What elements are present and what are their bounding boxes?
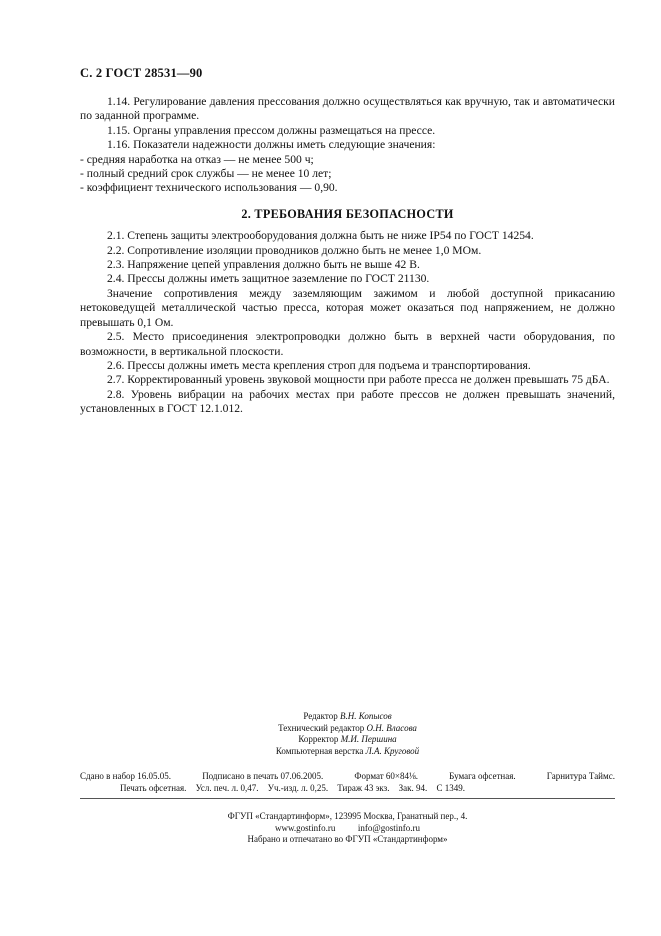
pub-field: Формат 60×84⅛. [354, 771, 418, 781]
pub-field: Печать офсетная. [120, 782, 187, 793]
pub-field: Уч.-изд. л. 0,25. [267, 782, 329, 793]
imprint-block [80, 711, 615, 846]
credit-editor: Редактор В.Н. Копысов [303, 711, 392, 721]
pub-field: Усл. печ. л. 0,47. [195, 782, 259, 793]
pub-field: Сдано в набор 16.05.05. [80, 771, 172, 781]
pub-field: С 1349. [436, 782, 465, 793]
paragraph-2-5: 2.5. Место присоединения электропроводки должно быть в верхней части оборудования, по возможности, в вертикальной плоскости. [80, 330, 615, 358]
paragraph-1-15: 1.15. Органы управления прессом должны размещаться на прессе. [107, 123, 436, 137]
divider [80, 798, 615, 799]
address-line: ФГУП «Стандартинформ», 123995 Москва, Гранатный пер., 4. [227, 811, 468, 821]
paragraph-2-1: 2.1. Степень защиты электрооборудования должна быть не ниже IP54 по ГОСТ 14254. [107, 229, 534, 243]
list-item: - средняя наработка на отказ — не менее 500 ч; [80, 152, 314, 166]
list-item: - коэффициент технического использования — 0,90. [80, 181, 338, 195]
paragraph-2-8: 2.8. Уровень вибрации на рабочих местах при работе прессов не должен превышать значений, установленных в ГОСТ 12.1.012. [80, 387, 615, 416]
credit-proofreader: Корректор М.И. Першина [298, 734, 397, 744]
editorial-credits [80, 711, 615, 757]
paragraph-1-14: 1.14. Регулирование давления прессования должно осуществляться как вручную, так и автоматически по заданной программе. [80, 95, 615, 123]
pub-field: Бумага офсетная. [449, 771, 516, 781]
page-header: С. 2 ГОСТ 28531—90 [80, 66, 203, 80]
paragraph-2-3: 2.3. Напряжение цепей управления должно быть не выше 42 В. [107, 258, 420, 272]
list-item: - полный средний срок службы — не менее 10 лет; [80, 167, 332, 181]
document-body [80, 95, 615, 417]
credit-layout: Компьютерная верстка Л.А. Круговой [275, 745, 420, 756]
publisher-address [80, 811, 615, 846]
address-line: Набрано и отпечатано во ФГУП «Стандартинформ» [247, 834, 448, 844]
address-line: www.gostinfo.ru info@gostinfo.ru [275, 822, 420, 833]
pub-field: Зак. 94. [398, 782, 428, 793]
section-title: 2. ТРЕБОВАНИЯ БЕЗОПАСНОСТИ [241, 206, 454, 221]
pub-field: Подписано в печать 07.06.2005. [202, 771, 324, 781]
paragraph-2-2: 2.2. Сопротивление изоляции проводников должно быть не менее 1,0 МОм. [107, 243, 482, 257]
pub-field: Тираж 43 экз. [337, 782, 390, 793]
credit-tech-editor: Технический редактор О.Н. Власова [278, 722, 417, 733]
publishing-details [80, 771, 615, 794]
paragraph-2-4: 2.4. Прессы должны иметь защитное заземление по ГОСТ 21130. [107, 272, 430, 286]
publishing-row [80, 771, 615, 783]
paragraph-1-16: 1.16. Показатели надежности должны иметь следующие значения: [107, 138, 436, 152]
paragraph-2-7: 2.7. Корректированный уровень звуковой мощности при работе пресса не должен превышать 75 дБА. [107, 373, 610, 387]
paragraph-2-4-note: Значение сопротивления между заземляющим зажимом и любой доступной прикасанию нетоковедущей металлической частью пресса, которая может оказаться под напряжением, не должно превышать 0,1 Ом. [80, 286, 615, 329]
paragraph-2-6: 2.6. Прессы должны иметь места крепления строп для подъема и транспортирования. [107, 358, 531, 372]
pub-field: Гарнитура Таймс. [546, 771, 615, 781]
publishing-row [80, 783, 615, 795]
